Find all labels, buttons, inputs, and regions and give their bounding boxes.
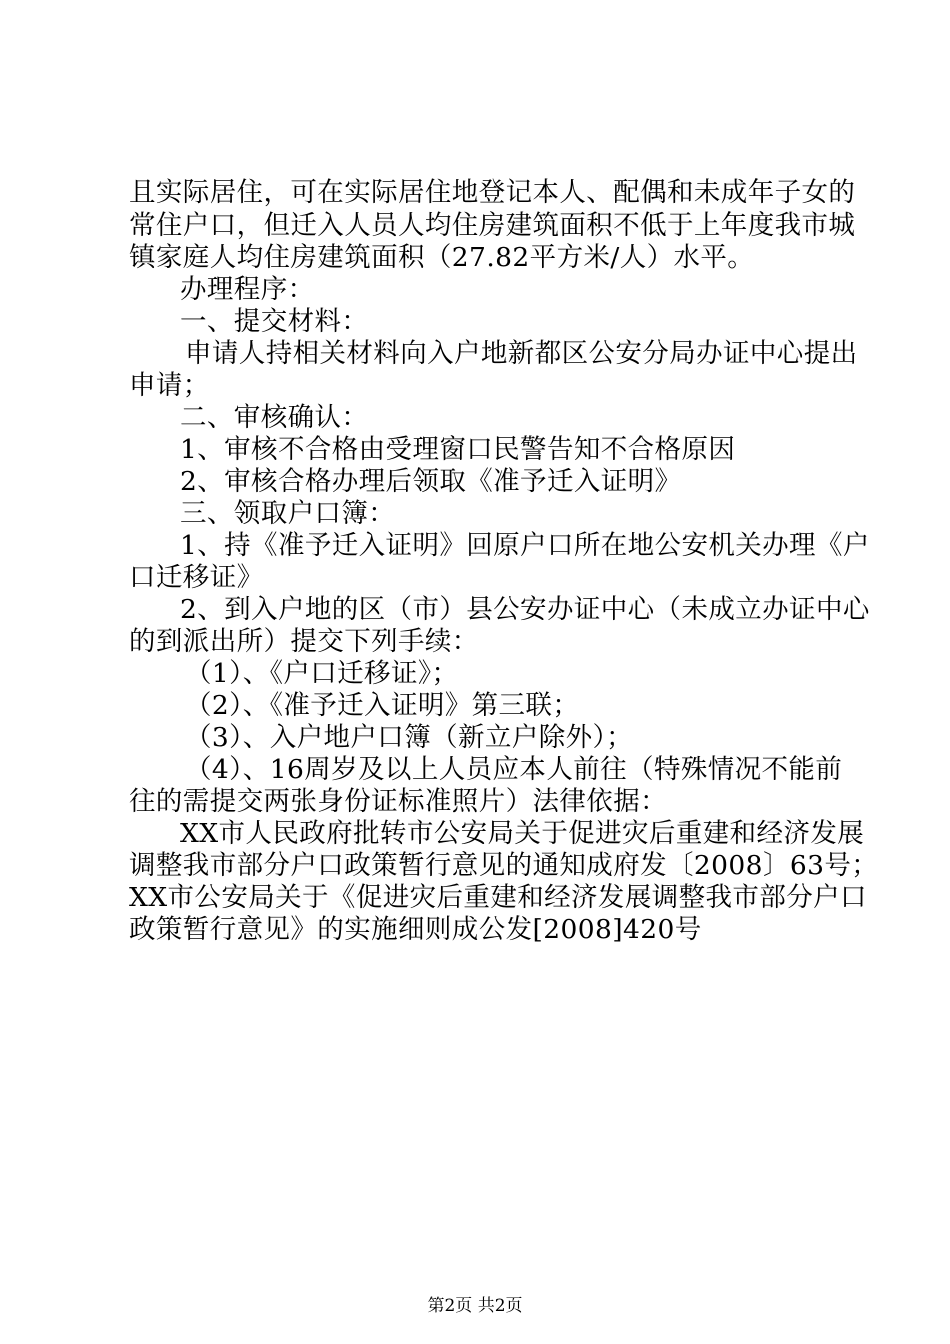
paragraph-line: 的到派出所）提交下列手续：	[129, 626, 479, 657]
list-item: 2、到入户地的区（市）县公安办证中心（未成立办证中心	[180, 594, 870, 625]
paragraph-line: 往的需提交两张身份证标准照片）法律依据：	[129, 786, 667, 817]
paragraph-line: 镇家庭人均住房建筑面积（27.82平方米/人）水平。	[129, 242, 755, 273]
list-item: 2、审核合格办理后领取《准予迁入证明》	[180, 466, 682, 497]
page-footer	[0, 1296, 950, 1316]
page-number: 第2页 共2页	[427, 1296, 523, 1316]
list-item: 1、审核不合格由受理窗口民警告知不合格原因	[180, 434, 736, 465]
paragraph-line: XX市公安局关于《促进灾后重建和经济发展调整我市部分户口	[129, 882, 867, 913]
section-heading: 办理程序：	[180, 274, 315, 305]
paragraph-line: 政策暂行意见》的实施细则成公发[2008]420号	[129, 914, 702, 945]
paragraph-line: 口迁移证》	[129, 562, 264, 593]
paragraph-line: 常住户口，但迁入人员人均住房建筑面积不低于上年度我市城	[129, 210, 856, 241]
paragraph-line: XX市人民政府批转市公安局关于促进灾后重建和经济发展	[180, 818, 865, 849]
list-item: （4）、16周岁及以上人员应本人前往（特殊情况不能前	[185, 754, 843, 785]
list-item: （1）、《户口迁移证》；	[185, 658, 459, 689]
list-item: （2）、《准予迁入证明》第三联；	[185, 690, 580, 721]
list-item: （3）、入户地户口簿（新立户除外）；	[185, 722, 634, 753]
paragraph-line: 申请；	[129, 370, 210, 401]
paragraph-line: 申请人持相关材料向入户地新都区公安分局办证中心提出	[185, 338, 858, 369]
section-heading: 二、审核确认：	[180, 402, 369, 433]
section-heading: 一、提交材料：	[180, 306, 369, 337]
paragraph-line: 且实际居住，可在实际居住地登记本人、配偶和未成年子女的	[129, 177, 856, 208]
section-heading: 三、领取户口簿：	[180, 498, 396, 529]
paragraph-line: 调整我市部分户口政策暂行意见的通知成府发〔2008〕63号；	[129, 850, 879, 881]
list-item: 1、持《准予迁入证明》回原户口所在地公安机关办理《户	[180, 530, 870, 561]
